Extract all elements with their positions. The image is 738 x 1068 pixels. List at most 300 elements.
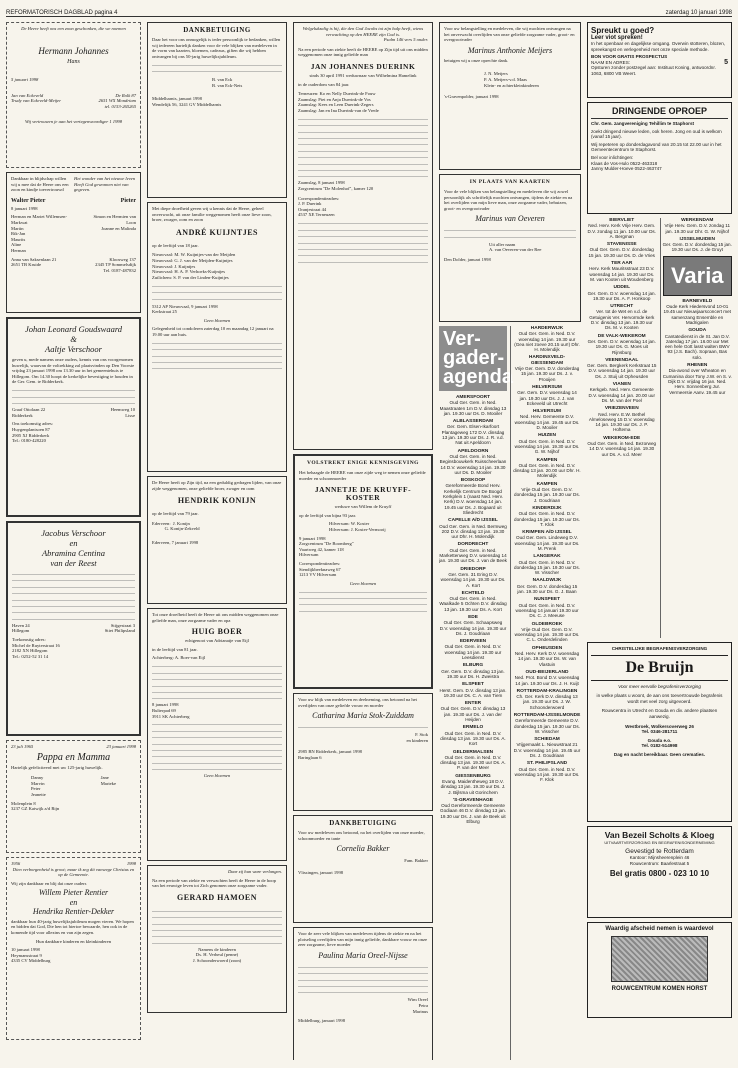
- church-listing: [513, 326, 581, 352]
- kruyff-sub: weduwe van Willem de Kruyff: [334, 504, 392, 510]
- bezeil-rouwcentrum: Rouwcentrum: Baarlestraat 5: [629, 860, 690, 866]
- walter-intro: Dankbaar in blijdschap willen wij u mee dat de Heere ons een zoon en kindje toevertrouwd: [11, 176, 69, 193]
- church-listing-details: Oud Ger. Gem. in Ned. D.V. dinsdag 13 jan. 19.30 uur Ds. A. Kort: [440, 730, 506, 747]
- church-listing-details: Oud Ger. Gem. Schaapsweg D.V. woensdag 14 jan. 19.30 uur Ds. J. Goudriaan: [439, 620, 507, 636]
- meijers-notice: [439, 22, 581, 170]
- bezeil-name: Van Bezeil Scholts & Kloeg: [604, 830, 715, 840]
- church-listing-details: Vrije Ger. Gem. D.V. donderdag 15 jan. 19.30 uur Ds. J. v. Prooijen: [514, 366, 580, 382]
- birth-foot: Wij vertrouwen je aan het vertegenwoordiger 1 1998: [24, 119, 122, 125]
- willem-foot: Hun dankbare kinderen en kleinkinderen: [35, 938, 111, 944]
- church-listing-details: Oud Ger. Gem. in Ned. D.V. woensdag 14 jan. 19.30 uur Ds. G. W. Nijhof: [514, 438, 580, 455]
- walter-addr-left: Anna van Saksenlaan 21 2651 TB Kruide: [11, 256, 57, 268]
- bruijn-text: in welke plaats u woont, de aan ons toevertrouwde begrafenis wordt met veel zorg uitgevoerd.: [596, 693, 723, 704]
- parents-text: Hartelijk gefeliciteerd met uw 125-jarig huwelijk.: [11, 764, 103, 770]
- church-listing-title: VRIEZENVEEN: [604, 406, 639, 412]
- oeveren-notice: [439, 174, 581, 322]
- church-listing-details: Oud Ger. Gem. D.V. donderdag 15 jan. 19.30 uur Ds. D. de Vries: [588, 247, 655, 258]
- church-listing: [513, 433, 581, 454]
- church-listing-details: Oud Ger. Gem. in Ned. D.V. woensdag 14 jan. 19.30 uur Leesdienst: [444, 644, 502, 661]
- church-listing-details: Ger. Gem. D.V. donderdag 15 jan. 19.30 uur Ds. J. de Gruyt: [662, 242, 732, 253]
- church-listing-title: ROTTERDAM-KRALINGEN: [516, 688, 578, 694]
- hamoen-quote: Daar zij hun ware verlangen.: [227, 869, 282, 874]
- church-listing-title: ALBLASSERDAM: [452, 419, 494, 425]
- church-list-right: [660, 218, 733, 638]
- church-listing: [587, 242, 657, 258]
- willem-year-left: 1956: [11, 861, 21, 866]
- walter-quote: Het wonder van het nieuwe leven Heeft God gewonnen niet van gegeven.: [74, 176, 136, 193]
- church-listing: [587, 406, 657, 432]
- church-listing-details: Ger. Gem. 31 Ering D.V. woensdag 14 jan. 19.30 uur Ds. A. Kort: [440, 571, 506, 588]
- church-listing: [439, 725, 507, 746]
- church-listing-title: KAMPEN: [536, 481, 558, 487]
- church-listing-title: APELDOORN: [457, 448, 489, 454]
- spreuk-name-label: NAAM EN ADRES:: [591, 59, 631, 65]
- willem-address: 10 januari 1998 Heymansstraat 9 4335 CV Middelburg: [11, 947, 51, 964]
- church-listing-title: ELBURG: [462, 663, 484, 669]
- church-listing-details: Herv. Kerk Mauritsstraat 23 D.V. woensdag 14 jan. 19.30 uur Ds. M. van Kooten uit Woudenberg: [589, 266, 655, 282]
- agenda-section: [439, 326, 581, 1060]
- church-listing-details: Oud Ger. Gem. D.V. dinsdag 13 jan. 19.30 uur Ds. J. van der Heijden: [440, 706, 506, 723]
- varia-banner: Varia: [663, 256, 733, 296]
- wedding1-names: Johan Leonard Goudswaard & Aaltje Verschoor: [24, 324, 123, 354]
- willem-intro: Wij zijn dankbaar en blij dat onze ouders: [11, 880, 87, 886]
- church-listing-details: Ger. Gem. D.V. dinsdag 13 jan. 19.30 uur Ds. H. Zweistra: [441, 668, 505, 679]
- church-listing-details: Oud Ger. Gem. in Ned. D.V. woensdag 14 jan. 19.30 uur (Gea niet zoeve 20.15 uur!) Dhr. H. Molendijk: [514, 331, 580, 353]
- willem-year-right: 1998: [126, 861, 136, 866]
- bakker-signature: Fam. Bakker: [404, 858, 428, 864]
- church-listing: [513, 713, 581, 734]
- church-listing-title: KAMPEN: [536, 457, 558, 463]
- parents-title: Pappa en Mamma: [36, 751, 111, 763]
- church-listing: [513, 737, 581, 758]
- church-listing-details: Gereformeerde Bond Herv. Kerkelijk Centrum De Boogd Kerkplein 1 (naast Ned. Herv. Kerk) D.V. woensdag 14 jan. 19.45 uur Ds. J. Bogaard uit Sliedrecht: [443, 483, 503, 515]
- church-listing: [439, 615, 507, 636]
- walter-family-right: Simon en Hermien van Loon Joanne en Malinda: [93, 214, 136, 231]
- bakker-text: Voor uw medeleven ons betoond, na het overlijden van onze moeder, schoonmoeder en tante: [298, 830, 425, 841]
- church-listing: [663, 237, 733, 253]
- boer-name: HUIG BOER: [191, 627, 243, 637]
- church-listing: [587, 304, 657, 330]
- oreel-notice: [293, 927, 433, 1060]
- church-listing-title: UTRECHT: [610, 304, 634, 310]
- bruijn-text2: Rouwcentra in Utrecht en Gouda en div. andere plaatsen aanwezig.: [601, 708, 718, 719]
- bruijn-logo: De Bruijn: [591, 655, 728, 681]
- oeveren-name: Marinus van Oeveren: [475, 214, 545, 224]
- church-listing: [513, 689, 581, 710]
- church-listing: [513, 458, 581, 479]
- church-listing-details: Oud Ger. Gem. in Ned. D.V. donderdag 15 jan. 19.30 uur Ds. W. Visscher: [514, 559, 580, 576]
- church-listing-title: WERKENDAM: [681, 218, 714, 223]
- birth-date: 5 januari 1998: [11, 77, 39, 82]
- church-listing: [513, 578, 581, 594]
- oreel-name: Paulina Maria Oreel-Nijsse: [318, 950, 408, 960]
- oproep-ad: [587, 102, 732, 214]
- church-listing-details: Oud Ger. Gem. in Ned. D.V. dinsdag 13 jan. 19.30 uur Ds. A. P. van der Meer: [440, 754, 506, 771]
- church-listing-details: Oud Ger. Gem. in Ned. Bezorweg 14 D.V. woensdag 14 jan. 19.30 uur Ds. A. v.d. Meer: [587, 440, 657, 457]
- konijn-notice: [147, 476, 287, 604]
- church-listing: [513, 622, 581, 643]
- church-listing: [439, 542, 507, 563]
- agenda-banner: Ver- gader- agenda: [439, 326, 507, 391]
- kuijntjes-name: ANDRÉ KUIJNTJES: [176, 227, 258, 237]
- kruyff-age: op de leeftijd van bijna 93 jaar.: [299, 512, 357, 518]
- birth-address: De Rolk 87 2651 WX Mondriam tel. 0153-265265: [98, 92, 136, 109]
- church-listing: [439, 682, 507, 698]
- church-listing-details: Ned. Herv. Kerk Vrije Herv. Gem. D.V. zondag 11 jan. 10.00 uur Ds. A. Bergman: [587, 223, 656, 239]
- church-listing: [439, 591, 507, 612]
- varia-barneveld: [663, 299, 733, 325]
- oeveren-address: Den Dolder, januari 1998: [444, 256, 491, 262]
- church-listing: [587, 261, 657, 282]
- duerink-text: Na een periode van ziekte heeft de HEERE op Zijn tijd uit ons midden weggenomen onze innig geliefde man: [298, 46, 428, 58]
- kuijntjes-condoleance: Gelegenheid tot condoleren zaterdag 10 en maandag 12 januari na 19.00 uur aan huis.: [152, 326, 274, 337]
- kruyff-notice: [293, 454, 433, 689]
- church-listing: [439, 798, 507, 824]
- bezeil-phone: 0800 - 023 10 10: [648, 869, 710, 879]
- waardig-photo: [611, 936, 708, 982]
- church-listing: [587, 358, 657, 379]
- church-listing-title: HELVERSUM: [532, 384, 562, 390]
- church-listing-details: Vrije Oud Ger. Gem. D.V. woensdag 14 jan. 19.30 uur Ds. C. L. Onderdelinden: [514, 626, 580, 643]
- konijn-name: HENDRIK KONIJN: [177, 496, 257, 506]
- hamoen-signature: Namens de kinderen Ds. H. Verheul (penne) J. Schoonderwoerd (zoon): [192, 946, 242, 963]
- rhenen-text: Dia-avond over Wheaton en Cumanina door Tony J.W. en S. v. Dijk D.V. vrijdag 16 jan. Ned. Herv. Sonnenberg Jur. Vermeersie Aanv. 19.45 uur: [662, 368, 732, 395]
- church-listing-title: NAALDWIJK: [532, 578, 562, 584]
- wedding1-text: geven u, mede namens onze ouders, kennis van ons voorgenomen huwelijk, waarvan de voltrekking zal plaatsvinden op Den Voorste vrijdag 23 januari 1998 om 13.30 uur in het gemeentehuis te Hillegom. Om 14.30 hoopt de kerkelijke bevestiging te houden in de Ger. Gem. te Ridderkerk.: [12, 357, 135, 385]
- duerink-notice: [293, 22, 433, 450]
- bezeil-city: Gevestigd te Rotterdam: [625, 848, 694, 855]
- church-listing: [439, 639, 507, 660]
- spreuk-text: In het openbaar en dagelijkse omgang. Overwin stotteren, blozen, spreekangst en verlegenheid met onze speciale methode.: [591, 41, 726, 52]
- walter-addr-right: Kloosweg 137 2345 TP Sommelsdijk Tel. 0187-487832: [95, 256, 136, 273]
- duerink-name: JAN JOHANNES DUERINK: [310, 61, 416, 71]
- willem-anniversary: [6, 857, 141, 1040]
- bakker-address: Vlissingen, januari 1998: [298, 869, 344, 875]
- wedding1-new-address: Ons toekomstig adres: Huygenplantsoen 87 2905 XJ Ridderkerk Tel.: 0180-428220: [12, 421, 54, 444]
- church-listing-title: UDDEL: [613, 285, 631, 291]
- konijn-text: De Heere heeft op Zijn tijd, na een geduldig gedragen lijden, van onze zijde weggenomen, onze geliefde broer, zwager en oom: [152, 480, 282, 491]
- spreuk-sub: Leer viot spreken!: [591, 35, 643, 41]
- kruyff-name: JANNETJE DE KRUYFF-KOSTER: [314, 485, 412, 503]
- boer-city: Achterberg: A. Boer-van Eijl: [152, 655, 206, 661]
- church-listing: [587, 218, 657, 239]
- wedding-notice-2: [6, 521, 141, 736]
- column-5: [587, 22, 732, 1060]
- hamoen-name: GERARD HAMOEN: [176, 892, 258, 902]
- thanks1-text: Daar het voor ons onmogelijk is ieder persoonlijk te bedanken, willen wij iedereen hartelijk danken voor de vele blijken van medeleven in de vorm van kaarten, bloemen, cadeaus, giften die wij hebben ontvangen bij ons 50-jarig huwelijksjubileum.: [152, 37, 281, 59]
- oreel-text: Voor de zeer vele blijken van medeleven tijdens de ziekte en na het plotseling overlijden van mijn innig geliefde, dankbare vrouw en onze zeer zorgzame, lieve moeder: [298, 931, 428, 948]
- church-listing-title: DE VALK-WEKEROM: [597, 333, 646, 339]
- agenda-left: [439, 326, 514, 1060]
- thanks1-signature: B. van Eck B. van Eck-Nets: [212, 77, 243, 88]
- birth-parents: Jan van Eckeveld Trudy van Eckeveld-Meijer: [11, 92, 61, 104]
- parents-kids-left: Danny Marvin Peter Jeanette: [31, 775, 46, 797]
- church-listing: [439, 419, 507, 445]
- church-listing-details: Oud Ger. Gem. in Ned. Maastraaten 1m D.V. dinsdag 13 jan. 19.30 uur Ds. D. Mooiler: [439, 400, 507, 416]
- bakker-title: DANKBETUIGING: [329, 819, 397, 827]
- church-listing-details: Vrije Oud Ger. Gem. D.V. donderdag 15 jan. 19.30 uur Ds. J. Goudriaan: [514, 487, 580, 503]
- church-listing-title: VEENENDAAL: [605, 357, 639, 363]
- church-listing-details: Oud Ger. Gem. in Ned. Waalkade 5 Ochten D.V. dinsdag 13 jan. 19.30 uur Ds. A. Kort: [439, 596, 507, 612]
- oeveren-title: IN PLAATS VAN KAARTEN: [469, 179, 551, 185]
- walter-date: 8 januari 1998: [11, 205, 38, 211]
- oeveren-signature: Uit aller naam A. van Oeveren-van der Ree: [489, 241, 542, 253]
- church-listing: [587, 382, 657, 403]
- church-listing: [439, 449, 507, 475]
- konijn-date: Ederveen, 7 januari 1998: [152, 539, 199, 545]
- bruijn-ad: [587, 642, 732, 822]
- birth-name: Hermann Johannes: [38, 45, 109, 56]
- meijers-signature: J. N. Meijers P. A. Meijers-v.d. Maas Klein- en achterkleinkinderen: [484, 71, 539, 88]
- boer-sub: echtgenoot van Adrianatje van Eijl: [185, 638, 249, 644]
- church-listing: [663, 218, 733, 234]
- duerink-quote: Welgelukzalig is hij, die den God Jacobs tot zijn hulp heeft, wiens verwachting op den HEERE zijn God is.: [302, 26, 424, 37]
- kruyff-text: Het behaagde de HEERE van onze zijde weg te nemen onze geliefde moeder en schoonmoeder: [299, 470, 426, 481]
- kruyff-date: 9 januari 1998 Zorgcentrum "De Boomberg" Vaartweg 42, kamer 118 Hilversum: [299, 535, 354, 558]
- boer-address: 8 januari 1998 Bulterpad 69 3911 SK Achterberg: [152, 702, 190, 719]
- church-listing-details: Evang. Maidentheweg 18 D.V. dinsdag 13 jan. 19.30 uur Ds. J. J. Bijlsma uit Gorinchem: [440, 779, 506, 795]
- church-listing-title: VIANEN: [612, 382, 631, 388]
- church-listing-title: KINDERDIJK: [532, 505, 562, 511]
- church-listing-title: ECHTELD: [461, 590, 485, 596]
- church-listing-details: Oud Ger. Gem. in Ned. Bermweg 202 D.V. dinsdag 13 jan. 19.30 uur Dhr. H. Molendijk: [439, 523, 507, 540]
- church-listing-title: DORDRECHT: [457, 542, 489, 548]
- waardig-title: Waardig afscheid nemen is waardevol: [605, 926, 714, 932]
- church-listing-title: DRIEDORP: [460, 566, 486, 572]
- church-listing-details: Ger. Gem. D.V. woensdag 14 jan. 19.30 uur Ds. J. J. van Eckeveld uit Utrecht: [517, 390, 577, 406]
- church-listing-details: Ver. tot de Wet en v.d. de Getuigenis Ver. Hervormde kerk D.V. dinsdag 13 jan. 19.30 uur Ds. M. v. Kooten: [589, 309, 655, 331]
- kuijntjes-age: op de leeftijd van 18 jaar.: [152, 242, 199, 248]
- varia-gouda: [663, 328, 733, 360]
- church-listing-title: ELSPEET: [462, 682, 484, 688]
- spreuk-number: 5: [724, 58, 728, 66]
- church-listing: [513, 761, 581, 782]
- wedding2-names: Jacobus Verschoor en Abramina Centina van der Reest: [41, 528, 106, 568]
- column-2: [147, 22, 287, 1060]
- walter-name: Walter Pieter: [11, 197, 46, 204]
- thanks-notice-1: [147, 22, 287, 198]
- church-listing-title: ENTER: [464, 701, 482, 707]
- oreel-address: Middelburg, januari 1998: [298, 1018, 345, 1024]
- spreuk-ad: [587, 22, 732, 98]
- church-list-left: [587, 218, 657, 638]
- church-listing-details: Oud Ger. Gem. in Ned. D.V. woensdag 14 jan. 19.30 uur Ds. F. Klok: [514, 766, 580, 783]
- church-listing-title: HILVERSUM: [533, 409, 561, 415]
- church-listing: [439, 395, 507, 416]
- oproep-title: DRINGENDE OPROEP: [591, 106, 728, 119]
- church-listing-title: NUNSPEET: [533, 597, 561, 603]
- kuijntjes-intro: Met diepe droefheid geven wij u kennis dat de Heere, geheel onverwacht, uit onze familie weggenomen heeft onze lieve zoon, broer, zwager, oom en zoon: [152, 206, 272, 223]
- kuijntjes-address: 5312 AP Nieuwvaal, 9 januari 1998 Kerkstraat 25: [152, 303, 218, 315]
- oproep-text2: Wij repeteren op donderdagavond van 20.15 tot 22.00 uur in het Gemeentecentrum te Staphorst.: [591, 141, 722, 153]
- church-listing-details: Kerkgeb. Ned. Herv. Gemeente D.V. woensdag 14 jan. 20.00 uur Ds. M. van der Poel: [588, 387, 655, 403]
- kruyff-bloemen: Geen bloemen: [349, 580, 377, 586]
- church-listing-title: AMERSFOORT: [455, 395, 491, 400]
- church-listing: [513, 597, 581, 618]
- church-listing-title: BIERVLIET: [609, 218, 635, 223]
- duerink-quote-ref: Psalm 146 vers 5 onder.: [383, 37, 428, 43]
- boer-text: Tot onze droefheid heeft de Heere uit ons midden weggenomen onze geliefde man, onze zorgzame vader en opa: [152, 612, 279, 623]
- walter-family-left: Herman en Mariet Willemsen-Markwat Martin Rik-Jan Maurits Aline Herman: [11, 214, 67, 253]
- boer-age: in de leeftijd van 81 jaar.: [152, 646, 198, 652]
- church-listing-title: BOSKOOP: [460, 478, 486, 484]
- church-listing: [587, 285, 657, 301]
- church-listing-title: 'S-GRAVENHAGE: [453, 797, 493, 803]
- kruyff-family: Hilversum: W. Koster Hilversum: J. Koster-Vermooij: [329, 521, 386, 532]
- church-listing-title: CAPELLE A/D IJSSEL: [448, 518, 498, 524]
- church-listing-details: Ger. Gem. D.V. donderdag 15 jan. 19.30 uur Ds. G. J. Baan: [516, 583, 578, 595]
- oeveren-text: Voor de vele blijken van belangstelling en medeleven die wij zowel persoonlijk als schriftelijk mochten ontvangen, tijdens de ziekte en na het overlijden van mijn lieve man, onze zorgzame vader, behuizen, groot- en overgrootvader: [444, 189, 573, 211]
- church-listing: [513, 482, 581, 503]
- bezeil-office: Kantoor: Mijnsheerenplein 46: [629, 855, 690, 860]
- church-listing: [513, 506, 581, 527]
- meijers-name: Marinus Anthonie Meijers: [467, 45, 553, 55]
- church-listing-details: Oud Ger. Gem. in Ned. D.V. dinsdag 13 jan. 20.00 uur Dhr. H. Molendijk: [513, 462, 581, 479]
- church-listing-details: Oud Gereformeerde Gemeente Godiaan 46 D.V. dinsdag 13 jan. 19.30 uur Ds. J. van de Beek uit Elburg: [440, 803, 506, 825]
- hamoen-text: Na een periode van ziekte en verwachten heeft de Heere in de hoop van het eeuwige leven tot Zich genomen onze zorgzame vader.: [152, 877, 276, 889]
- willem-text: dankbaar hun 40-jarig huwelijksjubileum mogen vieren. We hopen en bidden dat God, Die hen tot hiertoe bewaarde, hen ook in de komende tijd voor allezins en van zijn zegen.: [11, 918, 134, 936]
- boer-notice: [147, 608, 287, 861]
- church-listing-details: Ned. Herv. E.W. Bethel Almeloseweg 15 D.V. woensdag 14 jan. 19.30 uur Ds. J. P. Hoftema: [588, 411, 655, 433]
- boer-bloemen: Geen bloemen: [203, 773, 231, 779]
- spreuk-foot: Opsturen zonder postzegel aan: Instituut Koning, antwoordnr. 1063, 6800 VB Weert.: [591, 65, 716, 76]
- stok-address: 2985 BN Ridderkerk, januari 1998 Baringlaan 6: [298, 749, 362, 760]
- church-listing: [513, 646, 581, 667]
- church-listing-title: IJSSELMUIDEN: [679, 236, 715, 242]
- church-listing-title: WEKEROM-EDE: [603, 435, 641, 441]
- thanks1-address: Middelharnis, januari 1998 Wendelijk 56, 3241 GV Middelharnis: [152, 96, 222, 107]
- church-listing-title: HARDINXVELD-GIESSENDAM: [528, 355, 566, 366]
- birth-notice: [6, 22, 141, 168]
- church-listing: [513, 554, 581, 575]
- church-listing: [439, 478, 507, 515]
- church-listing-details: Vrije Herv. Gem. D.V. zondag 11 jan. 19.30 uur Dhr. G. W. Nijhof: [664, 223, 731, 234]
- church-listing: [513, 355, 581, 381]
- willem-quote: Dien verborgenheid is groot; maar ik zeg dit vanwege Christus en op de Gemeente.: [12, 866, 135, 878]
- kruyff-correspondence: Correspondentieadres: Stendijkbeeknaweg 67 1213 VV Hilversum: [299, 560, 341, 578]
- wedding1-addr-left: Graaf Ottolaan 22 Ridderkerk: [12, 407, 46, 418]
- stok-notice: [293, 693, 433, 811]
- church-listing-title: LANGERAK: [533, 554, 561, 560]
- church-listing-title: OLDEBROEK: [531, 621, 563, 627]
- church-listing-title: OUD-BEIJERLAND: [525, 669, 569, 675]
- bruijn-tel: Dag en nacht bereikbaar. Geen crematies.: [613, 751, 706, 757]
- church-listing-title: GIESSENBURG: [455, 773, 491, 779]
- church-listing-title: SCHIEDAM: [534, 737, 560, 743]
- birth-sub: Hans: [67, 58, 80, 65]
- church-listing-details: Ger. Gem. D.V. woensdag 14 jan. 19.30 uur Ds. G. Moes uit Rijnsburg: [587, 338, 656, 355]
- barneveld-text: Oude Kerk Hiedersvond 10-01 19.45 uur Nieuwjaarsconcert met samenzang Ensemble en Madrigalen: [663, 304, 731, 325]
- parents-address: Molenplein 8 3237 GZ Katwijk a/d Rijn: [11, 800, 60, 812]
- church-listing-details: Ger. Gem. D.V. woensdag 14 jan. 19.30 uur Ds. A. F. Honkoop: [587, 290, 656, 301]
- stok-signature: F. Stok en kinderen: [406, 732, 428, 743]
- meijers-text2: betuigen wij u onze oprechte dank.: [444, 57, 509, 63]
- column-3: [293, 22, 433, 1060]
- barneveld-title: BARNEVELD: [682, 298, 713, 304]
- church-listing: [439, 663, 507, 679]
- wedding-notice-1: [6, 317, 141, 517]
- hamoen-notice: [147, 865, 287, 1013]
- duerink-age: in de ouderdom van 84 jaar.: [298, 81, 350, 87]
- oproep-contact: Bel voor inlichtingen: Klaas de Vos-Hulo 0522-463318 Janny Mulder-Hoeve 0522-463747: [591, 154, 662, 172]
- church-listing-title: TER AAR: [611, 261, 633, 267]
- parents-kids-right: Jane Marieke: [100, 775, 116, 786]
- bruijn-slogan: Voor meer eervolle begrafenisverzorging: [618, 683, 701, 689]
- gouda-text: Cantatedienst in de St. Jan D.V. zaterdag 17 jan. 16.00 uur Met een hele Gott lasst walten BWV 93 (J.S. Bach). Sopraan, Bas solo.: [664, 333, 730, 360]
- church-listing-title: KRIMPEN A/D IJSSEL: [522, 530, 572, 536]
- church-listing: [439, 750, 507, 771]
- meijers-address: 's-Gravenpolder, januari 1998: [444, 94, 499, 100]
- duerink-address: Zaamslag, 8 januari 1998 Zorgcentrum "De Molenhof", kamer 120: [298, 180, 374, 192]
- kuijntjes-notice: [147, 202, 287, 472]
- church-listing-details: Ger. Gem. Elsen-Ikarfoort Plantageweg 172 D.V. dinsdag 13 jan. 19.30 uur Ds. J. R. v.d. Nat uit Apeldoorn: [441, 424, 505, 446]
- kuijntjes-bloemen: Geen bloemen: [203, 317, 231, 323]
- bezeil-sub: UITVAARTVERZORGING EN BEGRAFENISONDERNEMING: [604, 840, 715, 845]
- church-listing-details: Oud Ger. Gem. in Ned. D.V. woensdag 14 januari 19.30 uur Ds. C. J. Meeuse: [515, 602, 579, 619]
- spreuk-title: Spreukt u goed?: [591, 26, 655, 35]
- church-listing-title: EDE: [468, 614, 478, 620]
- walter-notice: [6, 172, 141, 313]
- bruijn-address: Westbroek, Wolkersoverweg 26 Tel. 0346-281711: [625, 723, 694, 735]
- church-listing: [587, 436, 657, 457]
- varia-rhenen: [663, 363, 733, 395]
- church-listing-details: Ger. Gem. Bergkerk Kerkstraat 15 D.V. woensdag 14 jan. 19.30 uur Ds. J. Stuij uit Opheusden: [587, 363, 657, 379]
- rhenen-title: RHENEN: [687, 363, 708, 369]
- church-listing-details: Oud Ger. Gem. in Ned. Beginsbouwkerk Ruisscheerlaan 14 D.V. woensdag 14 jan. 19.30 uur Ds. D. Mooiler: [439, 453, 507, 475]
- walter-name2: Pieter: [120, 197, 136, 204]
- church-listing-details: Ned. Herv. Kerk D.V. woensdag 14 jan. 19.30 uur Ds. W. van Vlastuin: [514, 651, 580, 667]
- bruijn-title: CHRISTELIJKE BEGRAFENISVERZORGING: [611, 646, 708, 651]
- church-listing-title: OPHEUSDEN: [531, 645, 563, 651]
- church-listing: [513, 670, 581, 686]
- church-listing: [513, 530, 581, 551]
- bezeil-ad: [587, 826, 732, 918]
- stok-name: Catharina Maria Stok-Zuiddam: [312, 711, 414, 721]
- konijn-age: op de leeftijd van 79 jaar.: [152, 511, 199, 517]
- column-1: [6, 22, 141, 1060]
- wedding2-addr-right: Stijgestraat 3 Stiet Philipsland: [104, 622, 135, 634]
- church-listing: [439, 567, 507, 588]
- wedding1-addr-right: Heemweg 10 Lisse: [110, 407, 135, 418]
- agenda-list-2: [510, 326, 581, 1060]
- oproep-sub: Chr. Gem. zangvereniging Tehillim te Staphorst: [591, 121, 695, 126]
- church-listing-title: ERMELO: [462, 725, 484, 731]
- church-listing-details: Ned. Herv. Gemeente D.V. woensdag 14 jan. 19.45 uur Ds. D. Mooiler: [514, 414, 580, 431]
- church-listing-title: GELDERMALSEN: [452, 749, 494, 755]
- waardig-ad: [587, 922, 732, 1018]
- church-listing-details: Oud Ger. Gem. Lindeweg D.V. woensdag 14 jan. 19.30 uur Ds. M. Prenk: [514, 535, 580, 551]
- church-listing-title: HARDERWIJK: [530, 326, 564, 331]
- parents-anniversary: [6, 740, 141, 853]
- church-section: [587, 218, 732, 638]
- column-4: [439, 22, 581, 1060]
- church-listing-title: STAVENISSE: [606, 242, 637, 248]
- stok-text: Voor uw blijk van medeleven en deelneming, ons betoond na het overlijden van onze geliefde vrouw en moeder: [298, 697, 417, 708]
- church-listing: [513, 409, 581, 430]
- spreuk-coupon: BON VOOR GRATIS PROSPECTUS: [591, 54, 668, 60]
- church-listing: [439, 774, 507, 795]
- duerink-family: Terneuzen: Ko en Nelly Duerink-de Fouw Zaamslag: Piet en Anja Duerink-de Vos Zaamslag: Kees en Leen Duerink-Zegers Zaamslag: Jan en Ina Duerink-van de Vrede: [298, 91, 379, 113]
- wedding2-new-address: Toekomstig adres: Michel de Ruyterstraat 16 2182 XN Hillegom Tel.: 0252-52 31 14: [12, 636, 60, 659]
- church-listing: [587, 334, 657, 355]
- duerink-correspondence: Correspondentieadres: J. P. Duerink Oranjestraat 44 4537 XE Terneuzen: [298, 195, 340, 218]
- thanks1-title: DANKBETUIGING: [183, 26, 251, 34]
- church-listing-title: HUIZEN: [538, 433, 556, 439]
- birth-intro: De Heere heeft ons een zoon geschonken, die we noemen: [21, 26, 126, 31]
- church-listing-title: EDERVEEN: [459, 639, 487, 645]
- church-listing-details: Gereformeerde Gemeente D.V. donderdag 15 jan. 19.30 uur Ds. W. Visscher: [514, 718, 580, 734]
- church-listing-details: Herst. Gem. D.V. dinsdag 13 jan. 19.30 uur Ds. C. A. van Tiem: [439, 687, 507, 698]
